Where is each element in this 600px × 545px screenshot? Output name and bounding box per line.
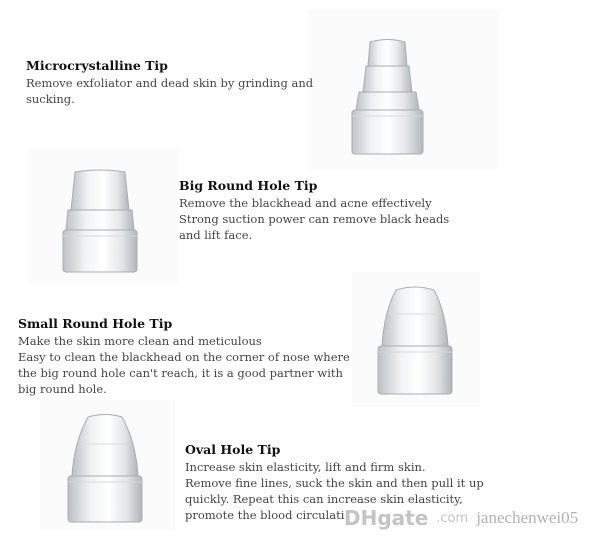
- tip-desc-line: promote the blood circulati: [185, 508, 345, 522]
- small-round-hole-tip-image: [370, 284, 460, 399]
- tip-desc-line: big round hole.: [18, 382, 107, 396]
- tip-desc-line: Remove fine lines, suck the skin and then pull it up: [185, 476, 484, 490]
- tip-desc-line: Remove exfoliator and dead skin by grinding and: [26, 76, 314, 90]
- tip-desc-line: Easy to clean the blackhead on the corner of nose where: [18, 350, 350, 364]
- tip-section-microcrystalline: [26, 58, 313, 107]
- watermark-username: janechenwei05: [476, 508, 579, 527]
- oval-hole-tip-image: [60, 412, 150, 527]
- microcrystalline-tip-image: [340, 36, 435, 158]
- tip-title: Oval Hole Tip: [185, 442, 281, 457]
- tip-desc-line: Increase skin elasticity, lift and firm skin.: [185, 460, 426, 474]
- watermark: [344, 506, 578, 530]
- tip-desc-line: quickly. Repeat this can increase skin elasticity,: [185, 492, 463, 506]
- tip-desc-line: the big round hole can't reach, it is a good partner with: [18, 366, 343, 380]
- tip-desc-line: Remove the blackhead and acne effectively: [179, 196, 432, 210]
- tip-title: Small Round Hole Tip: [18, 316, 173, 331]
- tip-desc-line: Strong suction power can remove black heads: [179, 212, 450, 226]
- tip-section-big-round-hole: [179, 178, 449, 243]
- dhgate-logo: DHgate: [344, 506, 429, 530]
- tip-title: Microcrystalline Tip: [26, 58, 168, 73]
- watermark-domain: .com: [436, 510, 469, 526]
- tip-title: Big Round Hole Tip: [179, 178, 318, 193]
- big-round-hole-tip-image: [55, 166, 145, 276]
- tip-desc-line: and lift face.: [179, 228, 253, 242]
- tip-desc-line: Make the skin more clean and meticulous: [18, 334, 262, 348]
- tip-section-small-round-hole: [18, 316, 350, 397]
- tip-desc-line: sucking.: [26, 92, 75, 106]
